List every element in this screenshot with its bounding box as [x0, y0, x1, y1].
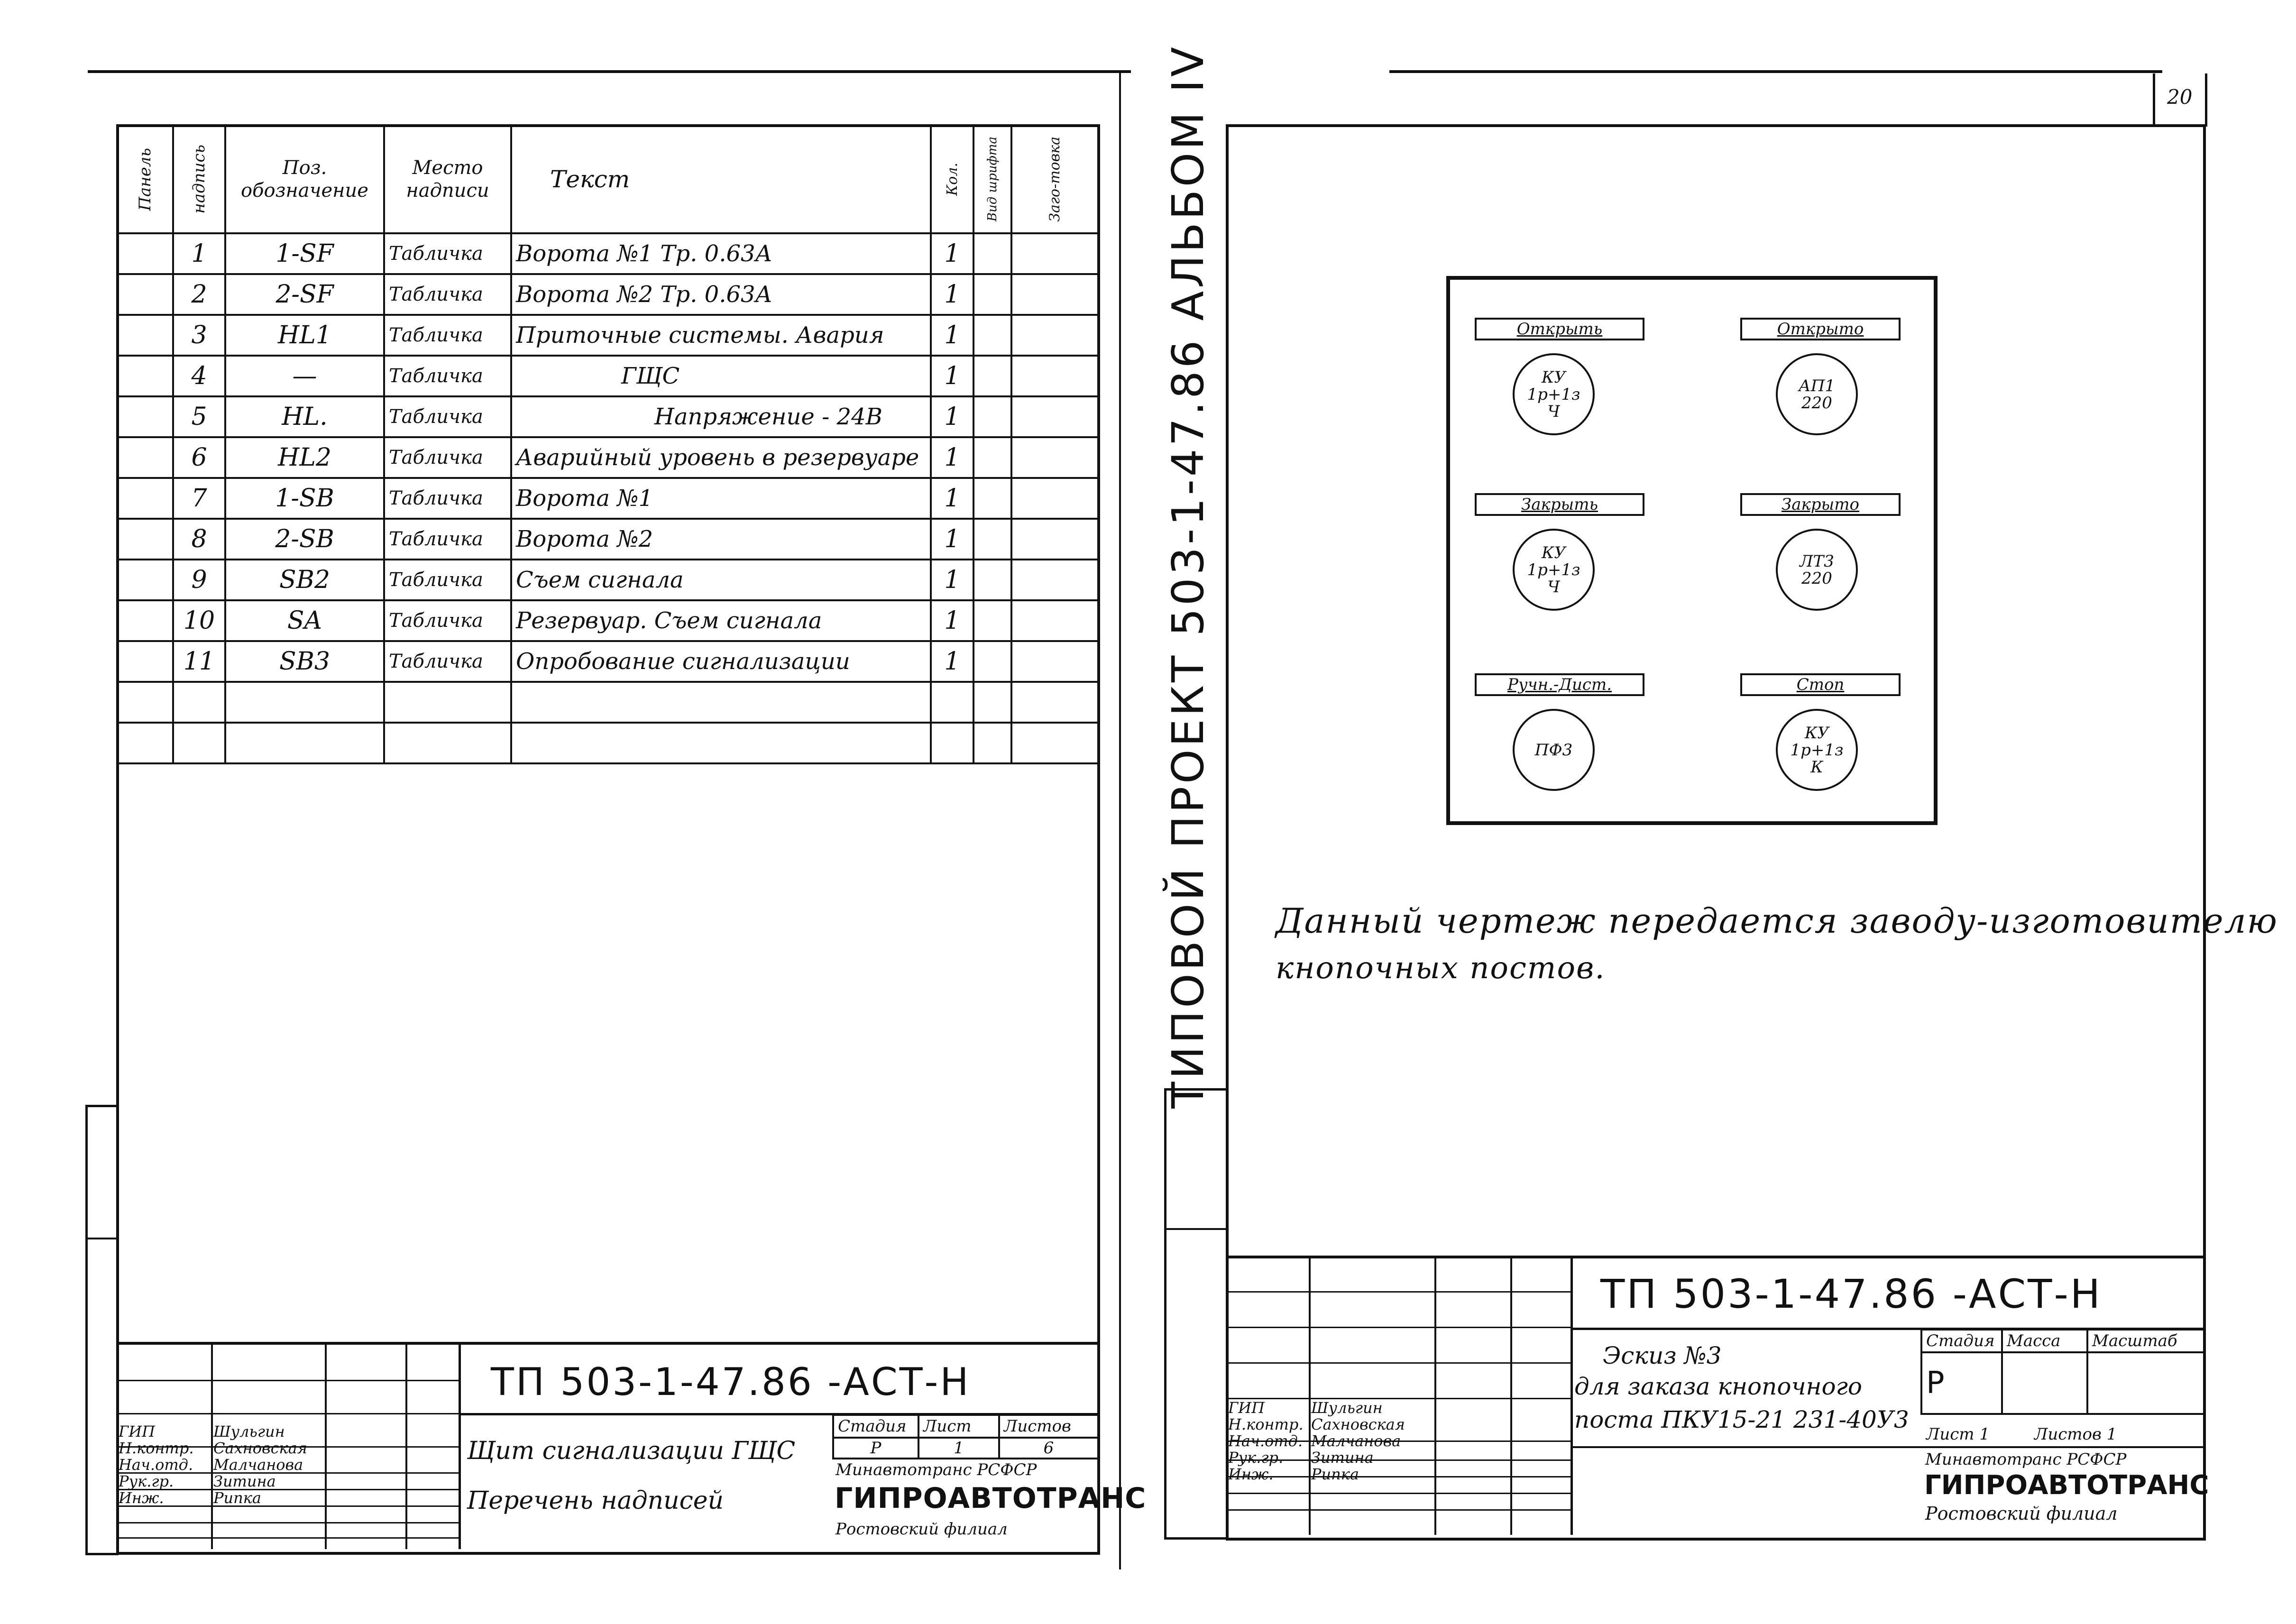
- signature-name: Рипка: [213, 1489, 261, 1507]
- signature-role: Инж.: [1228, 1465, 1274, 1483]
- row-panel-cell: [117, 437, 173, 478]
- left-stage-table: [832, 1414, 1099, 1459]
- row-font: [974, 478, 1011, 519]
- row-position: SB3: [225, 641, 384, 682]
- row-number: 3: [173, 315, 225, 356]
- table-row: [117, 560, 1098, 600]
- row-text: Ворота №1 Тр. 0.63А: [511, 233, 931, 274]
- row-font: [974, 315, 1011, 356]
- row-text: Съем сигнала: [511, 560, 931, 600]
- panel-lamp: [1776, 529, 1858, 611]
- row-text: Опробование сигнализации: [511, 641, 931, 682]
- lamp-marking: АП1: [1798, 376, 1836, 395]
- row-place: Табличка: [384, 560, 511, 600]
- signature-name: Малчанова: [1311, 1432, 1401, 1450]
- left-sheet-header: Лист: [918, 1415, 999, 1438]
- row-font: [974, 396, 1011, 437]
- row-panel-cell: [117, 641, 173, 682]
- lamp-marking: КУ: [1542, 543, 1566, 562]
- row-qty: 1: [931, 233, 974, 274]
- row-text: Аварийный уровень в резервуаре: [511, 437, 931, 478]
- row-blank: [1011, 519, 1098, 560]
- page-number: 20: [2167, 85, 2193, 109]
- row-qty: 1: [931, 356, 974, 396]
- row-blank: [1011, 315, 1098, 356]
- row-position: SA: [225, 600, 384, 641]
- top-rule-left: [88, 70, 1131, 73]
- empty-cell: [511, 723, 931, 763]
- table-row: [117, 233, 1098, 274]
- lamp-marking: 1р+1з: [1527, 560, 1580, 579]
- row-number: 9: [173, 560, 225, 600]
- panel-label: Стоп: [1740, 673, 1901, 696]
- row-place: Табличка: [384, 600, 511, 641]
- row-panel-cell: [117, 356, 173, 396]
- table-header-row: [117, 125, 1098, 233]
- left-stage-value: Р: [833, 1438, 918, 1459]
- panel-label: Открыто: [1740, 318, 1901, 340]
- right-title-line2: для заказа кнопочного: [1574, 1373, 1862, 1400]
- panel-label: Закрыто: [1740, 493, 1901, 516]
- header-inscription: надпись: [190, 145, 209, 214]
- row-font: [974, 641, 1011, 682]
- left-sheets-header: Листов: [999, 1415, 1098, 1438]
- row-panel-cell: [117, 396, 173, 437]
- empty-cell: [173, 723, 225, 763]
- row-number: 6: [173, 437, 225, 478]
- header-qty: Кол.: [944, 163, 961, 196]
- row-qty: 1: [931, 641, 974, 682]
- signature-role: ГИП: [119, 1422, 155, 1440]
- row-qty: 1: [931, 437, 974, 478]
- signature-name: Рипка: [1311, 1465, 1359, 1483]
- signature-name: Шульгин: [213, 1422, 285, 1440]
- lamp-marking: ЛТ3: [1800, 551, 1834, 571]
- empty-cell: [974, 723, 1011, 763]
- row-number: 7: [173, 478, 225, 519]
- left-sheets-value: 6: [999, 1438, 1098, 1459]
- row-blank: [1011, 600, 1098, 641]
- row-place: Табличка: [384, 396, 511, 437]
- lamp-marking: 1р+1з: [1790, 740, 1844, 760]
- panel-lamp: [1513, 529, 1595, 611]
- row-place: Табличка: [384, 356, 511, 396]
- right-org-line1: Минавтотранс РСФСР: [1925, 1450, 2127, 1469]
- lamp-marking: 220: [1801, 569, 1832, 588]
- row-place: Табличка: [384, 274, 511, 315]
- left-org-line3: Ростовский филиал: [836, 1520, 1008, 1539]
- lamp-marking: КУ: [1542, 367, 1566, 387]
- panel-label: Закрыть: [1475, 493, 1644, 516]
- row-position: 1-SB: [225, 478, 384, 519]
- table-row: [117, 356, 1098, 396]
- row-font: [974, 600, 1011, 641]
- left-sheet-value: 1: [918, 1438, 999, 1459]
- row-blank: [1011, 274, 1098, 315]
- signature-role: ГИП: [1228, 1399, 1265, 1417]
- row-text: Напряжение - 24В: [511, 396, 931, 437]
- left-stage-header: Стадия: [833, 1415, 918, 1438]
- row-number: 1: [173, 233, 225, 274]
- lamp-marking: 220: [1801, 393, 1832, 413]
- header-place: Место надписи: [384, 125, 511, 233]
- right-stage-value: Р: [1921, 1352, 2002, 1414]
- row-blank: [1011, 356, 1098, 396]
- left-margin-box: [85, 1105, 119, 1555]
- table-row: [117, 478, 1098, 519]
- lamp-marking: Ч: [1547, 577, 1560, 596]
- panel-lamp: [1513, 353, 1595, 435]
- signature-role: Рук.гр.: [1228, 1449, 1284, 1467]
- row-panel-cell: [117, 600, 173, 641]
- signature-name: Зитина: [213, 1472, 276, 1490]
- empty-cell: [511, 682, 931, 723]
- row-text: Ворота №1: [511, 478, 931, 519]
- row-position: HL2: [225, 437, 384, 478]
- row-blank: [1011, 641, 1098, 682]
- row-position: —: [225, 356, 384, 396]
- row-text: Приточные системы. Авария: [511, 315, 931, 356]
- empty-cell: [225, 682, 384, 723]
- signature-role: Нач.отд.: [119, 1456, 193, 1474]
- signature-name: Малчанова: [213, 1456, 303, 1474]
- row-panel-cell: [117, 233, 173, 274]
- row-place: Табличка: [384, 519, 511, 560]
- lamp-marking: Ч: [1547, 402, 1560, 421]
- empty-cell: [384, 682, 511, 723]
- row-place: Табличка: [384, 641, 511, 682]
- signature-name: Сахновская: [213, 1439, 307, 1457]
- table-row-empty: [117, 723, 1098, 763]
- note-line1: Данный чертеж передается заводу-изготовителю: [1276, 901, 2278, 941]
- left-doc-code: ТП 503-1-47.86 -АСТ-Н: [491, 1360, 971, 1404]
- row-blank: [1011, 560, 1098, 600]
- note-line2: кнопочных постов.: [1276, 951, 1606, 986]
- row-font: [974, 519, 1011, 560]
- header-text: Текст: [511, 125, 931, 233]
- table-row-empty: [117, 682, 1098, 723]
- table-row: [117, 437, 1098, 478]
- left-margin-split: [85, 1238, 116, 1239]
- left-org-line1: Минавтотранс РСФСР: [836, 1460, 1037, 1479]
- empty-cell: [1011, 723, 1098, 763]
- left-title-line2: Перечень надписей: [467, 1486, 724, 1515]
- row-position: 1-SF: [225, 233, 384, 274]
- row-position: 2-SB: [225, 519, 384, 560]
- empty-cell: [117, 723, 173, 763]
- row-blank: [1011, 437, 1098, 478]
- inscriptions-table: [116, 124, 1099, 764]
- lamp-marking: ПФ3: [1534, 740, 1573, 760]
- panel-label: Ручн.-Дист.: [1475, 673, 1644, 696]
- row-place: Табличка: [384, 437, 511, 478]
- row-blank: [1011, 478, 1098, 519]
- row-blank: [1011, 396, 1098, 437]
- lamp-marking: К: [1810, 757, 1823, 777]
- row-text: Резервуар. Съем сигнала: [511, 600, 931, 641]
- signature-role: Рук.гр.: [119, 1472, 174, 1490]
- row-qty: 1: [931, 560, 974, 600]
- right-org-line2: ГИПРОАВТОТРАНС: [1924, 1470, 2209, 1501]
- row-panel-cell: [117, 519, 173, 560]
- right-stage-table: [1920, 1329, 2205, 1415]
- lamp-marking: 1р+1з: [1527, 385, 1580, 404]
- top-rule-right: [1389, 70, 2162, 73]
- signature-role: Нач.отд.: [1228, 1432, 1303, 1450]
- row-qty: 1: [931, 600, 974, 641]
- right-title-line1: Эскиз №3: [1603, 1342, 1722, 1369]
- panel-label: Открыть: [1475, 318, 1644, 340]
- row-number: 11: [173, 641, 225, 682]
- right-title-line3: поста ПКУ15-21 231-40У3: [1574, 1406, 1909, 1433]
- panel-lamp: [1776, 353, 1858, 435]
- empty-cell: [974, 682, 1011, 723]
- row-qty: 1: [931, 315, 974, 356]
- side-title-text: ТИПОВОЙ ПРОЕКТ 503-1-47.86 АЛЬБОМ IV: [1162, 44, 1213, 1109]
- empty-cell: [173, 682, 225, 723]
- table-row: [117, 396, 1098, 437]
- table-row: [117, 641, 1098, 682]
- row-number: 10: [173, 600, 225, 641]
- right-scale-header: Масштаб: [2087, 1330, 2204, 1352]
- signature-role: Н.контр.: [119, 1439, 194, 1457]
- header-panel: Панель: [136, 147, 155, 211]
- right-sheets-label: Листов 1: [2034, 1425, 2117, 1444]
- empty-cell: [931, 682, 974, 723]
- header-pos: Поз. обозначение: [225, 125, 384, 233]
- row-text: Ворота №2 Тр. 0.63А: [511, 274, 931, 315]
- empty-cell: [384, 723, 511, 763]
- row-font: [974, 560, 1011, 600]
- left-org-line2: ГИПРОАВТОТРАНС: [835, 1482, 1147, 1515]
- signature-name: Сахновская: [1311, 1415, 1405, 1433]
- row-text: ГЩС: [511, 356, 931, 396]
- header-blank: Заго-товка: [1047, 137, 1063, 222]
- row-font: [974, 356, 1011, 396]
- row-place: Табличка: [384, 478, 511, 519]
- right-title-block-signatures: [1226, 1256, 1572, 1535]
- row-number: 2: [173, 274, 225, 315]
- row-panel-cell: [117, 478, 173, 519]
- right-mass-header: Масса: [2002, 1330, 2087, 1352]
- empty-cell: [931, 723, 974, 763]
- row-blank: [1011, 233, 1098, 274]
- panel-lamp: [1776, 709, 1858, 791]
- header-font: Вид шрифта: [985, 137, 1000, 222]
- right-doc-code: ТП 503-1-47.86 -АСТ-Н: [1600, 1271, 2102, 1317]
- row-panel-cell: [117, 274, 173, 315]
- row-place: Табличка: [384, 315, 511, 356]
- row-number: 8: [173, 519, 225, 560]
- row-qty: 1: [931, 274, 974, 315]
- table-row: [117, 600, 1098, 641]
- signature-role: Инж.: [119, 1489, 164, 1507]
- row-qty: 1: [931, 519, 974, 560]
- row-number: 4: [173, 356, 225, 396]
- right-margin-box: [1164, 1088, 1228, 1540]
- side-title: [1148, 44, 1228, 1109]
- empty-cell: [117, 682, 173, 723]
- lamp-marking: КУ: [1805, 723, 1829, 743]
- signature-name: Шульгин: [1311, 1399, 1383, 1417]
- row-font: [974, 274, 1011, 315]
- empty-cell: [225, 723, 384, 763]
- table-row: [117, 315, 1098, 356]
- row-position: HL1: [225, 315, 384, 356]
- row-qty: 1: [931, 478, 974, 519]
- center-divider: [1119, 71, 1121, 1569]
- right-sheet-label: Лист 1: [1926, 1425, 1990, 1444]
- panel-lamp: [1513, 709, 1595, 791]
- row-text: Ворота №2: [511, 519, 931, 560]
- row-font: [974, 437, 1011, 478]
- table-row: [117, 274, 1098, 315]
- row-qty: 1: [931, 396, 974, 437]
- right-org-line3: Ростовский филиал: [1925, 1503, 2118, 1524]
- row-panel-cell: [117, 560, 173, 600]
- row-position: 2-SF: [225, 274, 384, 315]
- row-panel-cell: [117, 315, 173, 356]
- table-row: [117, 519, 1098, 560]
- left-title-line1: Щит сигнализации ГЩС: [467, 1437, 796, 1465]
- row-position: HL.: [225, 396, 384, 437]
- row-font: [974, 233, 1011, 274]
- signature-name: Зитина: [1311, 1449, 1374, 1467]
- row-number: 5: [173, 396, 225, 437]
- signature-role: Н.контр.: [1228, 1415, 1304, 1433]
- row-place: Табличка: [384, 233, 511, 274]
- right-stage-header: Стадия: [1921, 1330, 2002, 1352]
- row-position: SB2: [225, 560, 384, 600]
- empty-cell: [1011, 682, 1098, 723]
